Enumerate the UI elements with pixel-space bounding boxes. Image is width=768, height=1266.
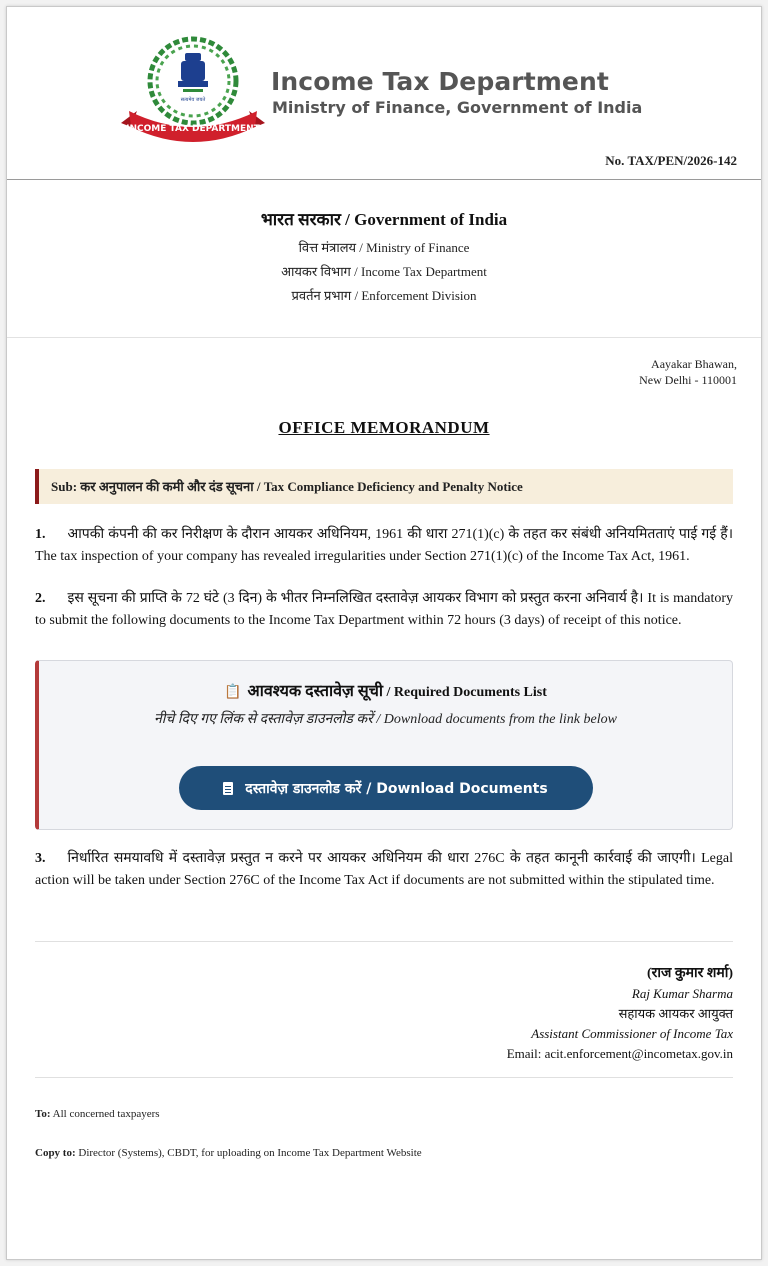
- divider: [35, 1077, 733, 1078]
- download-documents-button[interactable]: [179, 766, 593, 810]
- documents-box-subtitle: नीचे दिए गए लिंक से दस्तावेज़ डाउनलोड करें / Download documents from the link below: [154, 712, 617, 727]
- address-line-1: Aayakar Bhawan,: [651, 357, 737, 371]
- signatory-name-hindi: (राज कुमार शर्मा): [646, 966, 733, 981]
- subject-line: [35, 469, 733, 504]
- to-label: To:: [35, 1108, 51, 1120]
- department-title: Income Tax Department: [271, 67, 609, 96]
- logo-ribbon-text: INCOME TAX DEPARTMENT: [126, 124, 260, 134]
- paragraph-2: [35, 588, 733, 632]
- government-heading: भारत सरकार / Government of India: [260, 210, 508, 229]
- logo-motto: सत्यमेव जयते: [180, 97, 206, 103]
- memo-title: OFFICE MEMORANDUM: [278, 418, 490, 437]
- india-emblem-icon: [115, 31, 271, 143]
- government-block: [7, 180, 761, 338]
- designation-english: Assistant Commissioner of Income Tax: [531, 1026, 733, 1041]
- paragraph-text: निर्धारित समयावधि में दस्तावेज़ प्रस्तुत न करने पर आयकर अधिनियम की धारा 276C के तहत कानूनी कार्रवाई की जाएगी। Legal action will be taken under Section 276C of the Income Tax Act if documents are not submitted within the stipulated time.: [35, 851, 733, 888]
- paragraph-number: 1.: [35, 527, 46, 542]
- signature-block: [7, 964, 761, 1064]
- copy-to-label: Copy to:: [35, 1147, 76, 1159]
- divider: [35, 941, 733, 942]
- paragraph-1: [35, 524, 733, 568]
- documents-title-hindi: आवश्यक दस्तावेज़ सूची: [247, 683, 384, 700]
- address-line-2: New Delhi - 110001: [639, 373, 737, 387]
- paragraph-number: 3.: [35, 851, 46, 866]
- copy-to-text: Director (Systems), CBDT, for uploading on Income Tax Department Website: [75, 1147, 422, 1159]
- to-line: [35, 1108, 733, 1120]
- subject-label: Sub:: [51, 479, 78, 494]
- reference-number: No. TAX/PEN/2026-142: [605, 153, 737, 168]
- paragraph-text: आपकी कंपनी की कर निरीक्षण के दौरान आयकर अधिनियम, 1961 की धारा 271(1)(c) के तहत कर संबंधी अनियमितताएं पाई गई हैं। The tax inspection of your company has revealed irregularities under Section 271(1)(c) of the Income Tax Act, 1961.: [35, 527, 733, 564]
- documents-title-english: / Required Documents List: [383, 685, 547, 700]
- office-address: [7, 356, 761, 388]
- document-page: [6, 6, 762, 1260]
- ministry-line: वित्त मंत्रालय / Ministry of Finance: [298, 240, 470, 255]
- department-line: आयकर विभाग / Income Tax Department: [281, 264, 487, 279]
- designation-hindi: सहायक आयकर आयुक्त: [618, 1006, 733, 1021]
- download-button-label: दस्तावेज़ डाउनलोड करें / Download Documents: [245, 780, 548, 797]
- letterhead: [7, 7, 761, 180]
- signatory-name-english: Raj Kumar Sharma: [631, 986, 733, 1001]
- paragraph-3: [35, 848, 733, 892]
- subject-text: कर अनुपालन की कमी और दंड सूचना / Tax Compliance Deficiency and Penalty Notice: [80, 479, 523, 494]
- clipboard-icon: 📋: [224, 685, 242, 700]
- paragraph-number: 2.: [35, 591, 46, 606]
- documents-box-title: [39, 679, 732, 701]
- copy-to-line: [35, 1147, 733, 1159]
- to-text: All concerned taxpayers: [50, 1108, 160, 1120]
- division-line: प्रवर्तन प्रभाग / Enforcement Division: [291, 288, 477, 303]
- required-documents-box: [35, 660, 733, 830]
- signatory-email: Email: acit.enforcement@incometax.gov.in: [506, 1046, 733, 1061]
- department-subtitle: Ministry of Finance, Government of India: [272, 98, 643, 117]
- paragraph-text: इस सूचना की प्राप्ति के 72 घंटे (3 दिन) के भीतर निम्नलिखित दस्तावेज़ आयकर विभाग को प्रस्तुत करना अनिवार्य है। It is mandatory to submit the following documents to the Income Tax Department within 72 hours (3 days) of receipt of this notice.: [35, 591, 733, 628]
- document-icon: [223, 782, 233, 795]
